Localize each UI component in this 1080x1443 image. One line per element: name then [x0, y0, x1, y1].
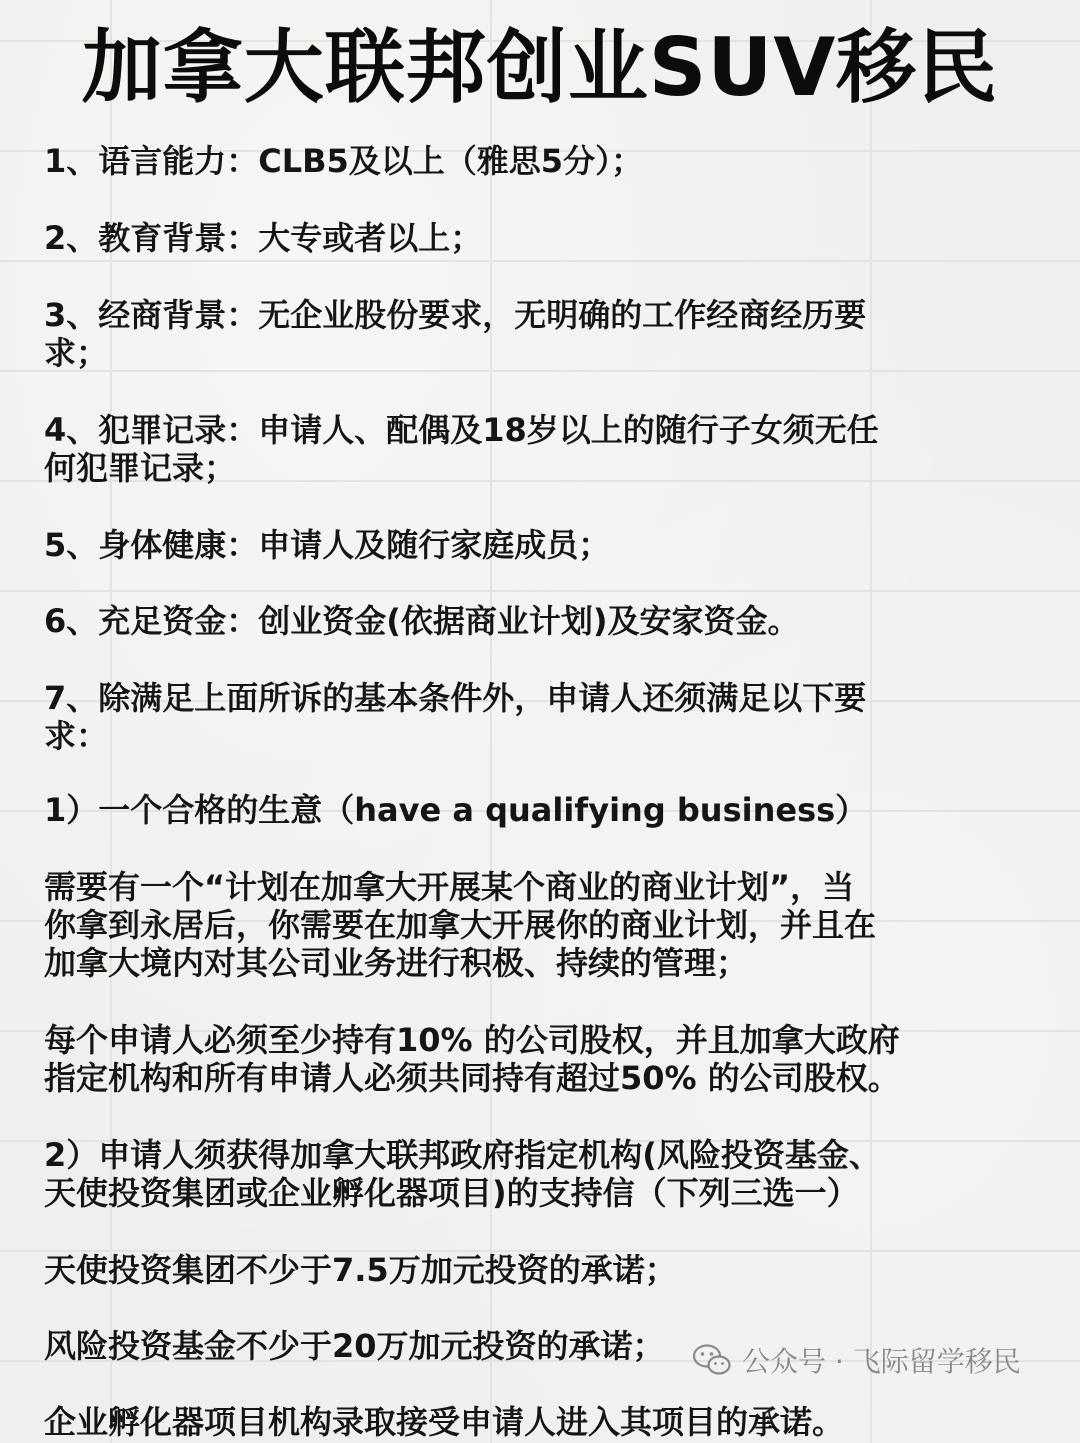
sub-heading-support-letter-line1: 2）申请人须获得加拿大联邦政府指定机构(风险投资基金、	[44, 1136, 881, 1174]
requirement-language: 1、语言能力：CLB5及以上（雅思5分）；	[44, 142, 644, 180]
option-venture-capital: 风险投资基金不少于20万加元投资的承诺；	[44, 1327, 665, 1365]
requirement-criminal-record-line1: 4、犯罪记录：申请人、配偶及18岁以上的随行子女须无任	[44, 411, 879, 449]
sub-heading-support-letter-line2: 天使投资集团或企业孵化器项目)的支持信（下列三选一）	[44, 1174, 859, 1212]
requirement-additional-line1: 7、除满足上面所诉的基本条件外，申请人还须满足以下要	[44, 679, 867, 717]
option-business-incubator: 企业孵化器项目机构录取接受申请人进入其项目的承诺。	[44, 1403, 845, 1441]
wechat-icon	[692, 1343, 732, 1377]
option-angel-investor: 天使投资集团不少于7.5万加元投资的承诺；	[44, 1251, 677, 1289]
business-plan-line2: 你拿到永居后，你需要在加拿大开展你的商业计划，并且在	[44, 906, 877, 944]
sub-heading-qualifying-business: 1）一个合格的生意（have a qualifying business）	[44, 791, 868, 829]
watermark	[692, 1340, 1021, 1380]
business-plan-line1: 需要有一个“计划在加拿大开展某个商业的商业计划”，当	[44, 868, 855, 906]
requirement-additional-line2: 求：	[44, 717, 109, 755]
requirement-health: 5、身体健康：申请人及随行家庭成员；	[44, 526, 611, 564]
requirement-business-background-line1: 3、经商背景：无企业股份要求，无明确的工作经商经历要	[44, 296, 867, 334]
business-plan-line3: 加拿大境内对其公司业务进行积极、持续的管理；	[44, 944, 749, 982]
requirement-business-background-line2: 求；	[44, 334, 109, 372]
equity-line1: 每个申请人必须至少持有10% 的公司股权，并且加拿大政府	[44, 1021, 900, 1059]
requirement-criminal-record-line2: 何犯罪记录；	[44, 449, 237, 487]
requirement-funds: 6、充足资金：创业资金(依据商业计划)及安家资金。	[44, 602, 800, 640]
equity-line2: 指定机构和所有申请人必须共同持有超过50% 的公司股权。	[44, 1059, 900, 1097]
page-title: 加拿大联邦创业SUV移民	[81, 21, 999, 114]
watermark-text: 公众号 · 飞际留学移民	[742, 1345, 1021, 1378]
requirement-education: 2、教育背景：大专或者以上；	[44, 219, 483, 257]
